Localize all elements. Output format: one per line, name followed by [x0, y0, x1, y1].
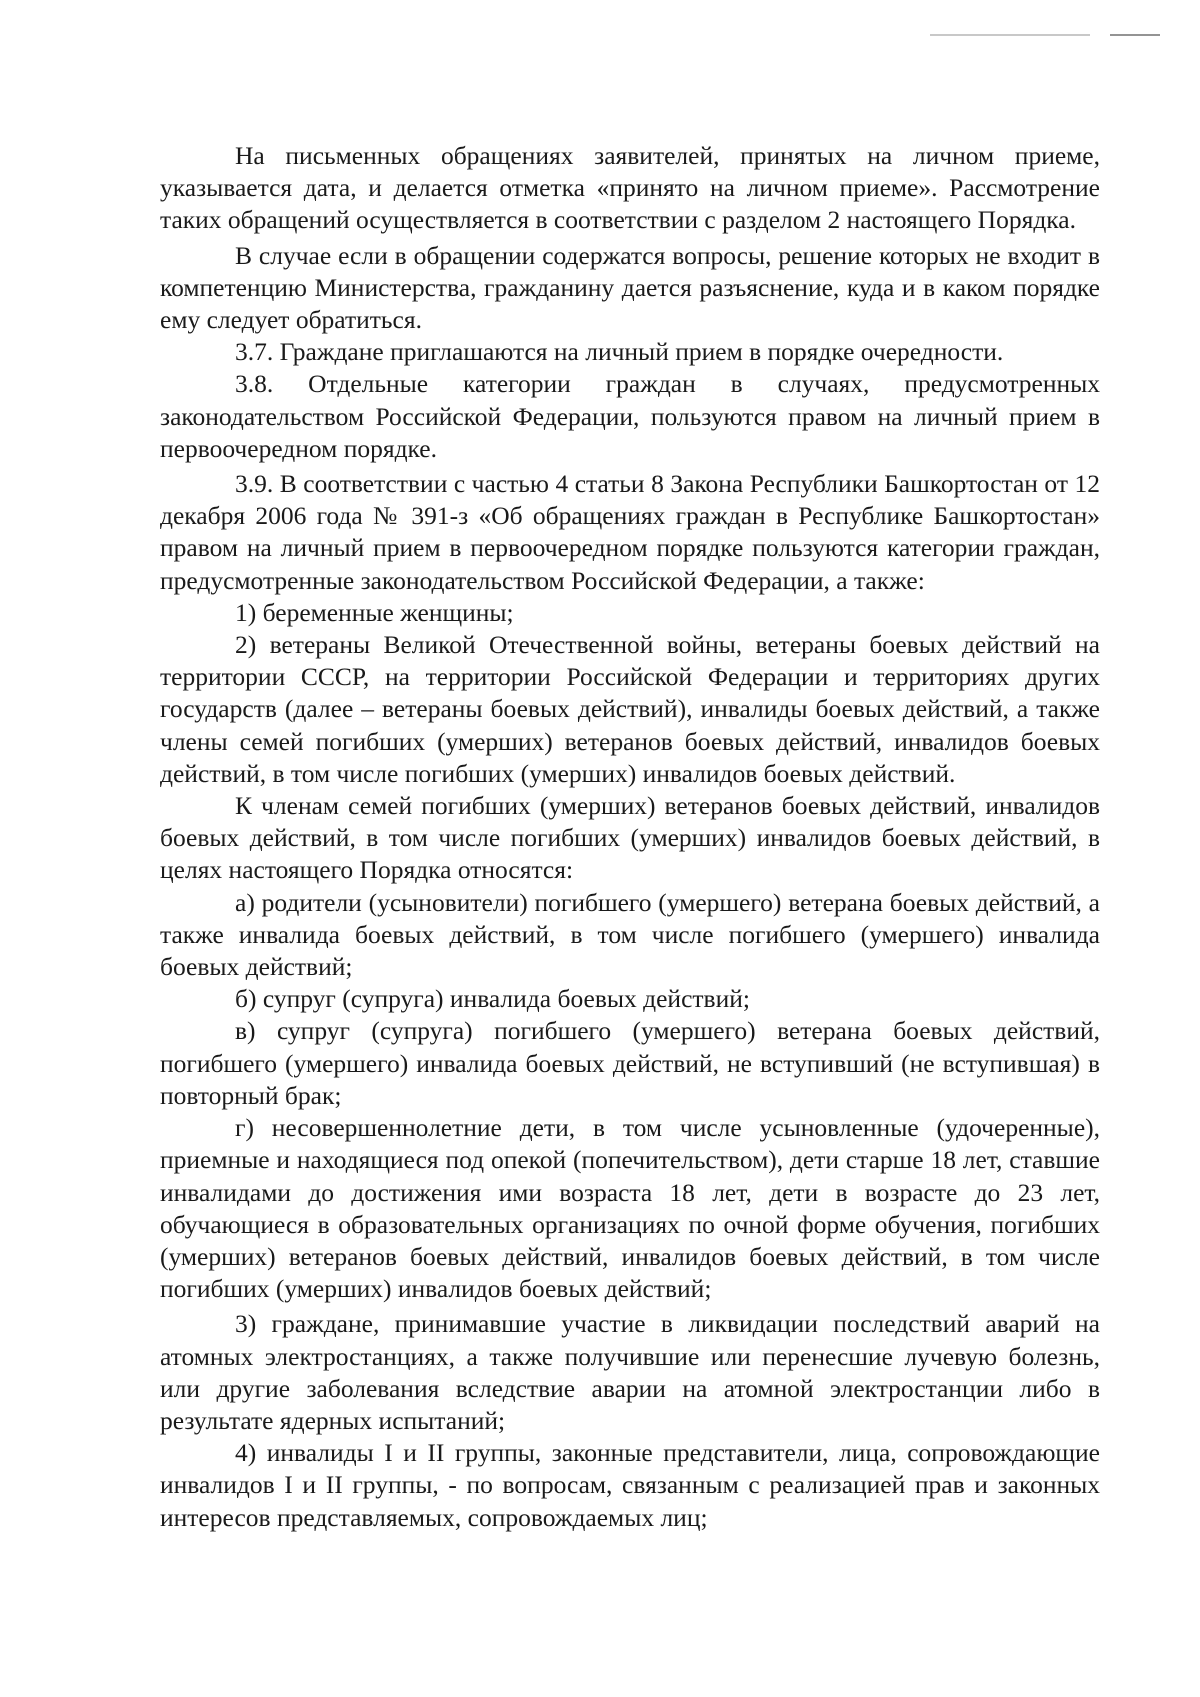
scan-artifact-line: [930, 34, 1090, 36]
paragraph-out-of-competence: В случае если в обращении содержатся вопросы, решение которых не входит в компетенцию Министерства, гражданину дается разъяснение, куда и в каком порядке ему следует обратиться.: [160, 240, 1100, 335]
list-item-1: 1) беременные женщины;: [235, 597, 514, 627]
list-item-3: 3) граждане, принимавшие участие в ликвидации последствий аварий на атомных электростанциях, а также получившие или перенесшие лучевую болезнь, или другие заболевания вследствие аварии на атомной электростанции либо в результате ядерных испытаний;: [160, 1309, 1100, 1435]
scan-artifact-mark: [1110, 34, 1160, 36]
paragraph-written-appeals: На письменных обращениях заявителей, принятых на личном приеме, указывается дата, и делается отметка «принято на личном приеме». Рассмотрение таких обращений осуществляется в соответствии с разделом 2 настоящего Порядка.: [160, 141, 1100, 235]
list-item-a: а) родители (усыновители) погибшего (умершего) ветерана боевых действий, а также инвалида боевых действий, в том числе погибшего (умершего) инвалида боевых действий;: [160, 887, 1100, 982]
list-item-b: б) супруг (супруга) инвалида боевых действий;: [235, 984, 750, 1014]
paragraph-3-7: 3.7. Граждане приглашаются на личный прием в порядке очередности.: [235, 337, 1004, 367]
paragraph-3-8: 3.8. Отдельные категории граждан в случаях, предусмотренных законодательством Российской Федерации, пользуются правом на личный прием в первоочередном порядке.: [160, 369, 1100, 463]
paragraph-3-9: 3.9. В соответствии с частью 4 статьи 8 Закона Республики Башкортостан от 12 декабря 2006 года № 391-з «Об обращениях граждан в Республике Башкортостан» правом на личный прием в первоочередном порядке пользуются категории граждан, предусмотренные законодательством Российской Федерации, а также:: [160, 469, 1100, 595]
list-item-v: в) супруг (супруга) погибшего (умершего) ветерана боевых действий, погибшего (умершего) инвалида боевых действий, не вступивший (не вступившая) в повторный брак;: [160, 1016, 1100, 1110]
paragraph-family-members: К членам семей погибших (умерших) ветеранов боевых действий, инвалидов боевых действий, в том числе погибших (умерших) инвалидов боевых действий, в целях настоящего Порядка относятся:: [160, 791, 1100, 885]
document-page-body: [160, 140, 1100, 1534]
list-item-2: 2) ветераны Великой Отечественной войны, ветераны боевых действий на территории СССР, на территории Российской Федерации и территориях других государств (далее – ветераны боевых действий), инвалиды боевых действий, а также члены семей погибших (умерших) ветеранов боевых действий, инвалидов боевых действий, в том числе погибших (умерших) инвалидов боевых действий.: [160, 630, 1100, 788]
list-item-g: г) несовершеннолетние дети, в том числе усыновленные (удочеренные), приемные и находящиеся под опекой (попечительством), дети старше 18 лет, ставшие инвалидами до достижения ими возраста 18 лет, дети в возрасте до 23 лет, обучающиеся в образовательных организациях по очной форме обучения, погибших (умерших) ветеранов боевых действий, инвалидов боевых действий, в том числе погибших (умерших) инвалидов боевых действий;: [160, 1113, 1100, 1304]
list-item-4: 4) инвалиды I и II группы, законные представители, лица, сопровождающие инвалидов I и II группы, - по вопросам, связанным с реализацией прав и законных интересов представляемых, сопровождаемых лиц;: [160, 1438, 1100, 1532]
